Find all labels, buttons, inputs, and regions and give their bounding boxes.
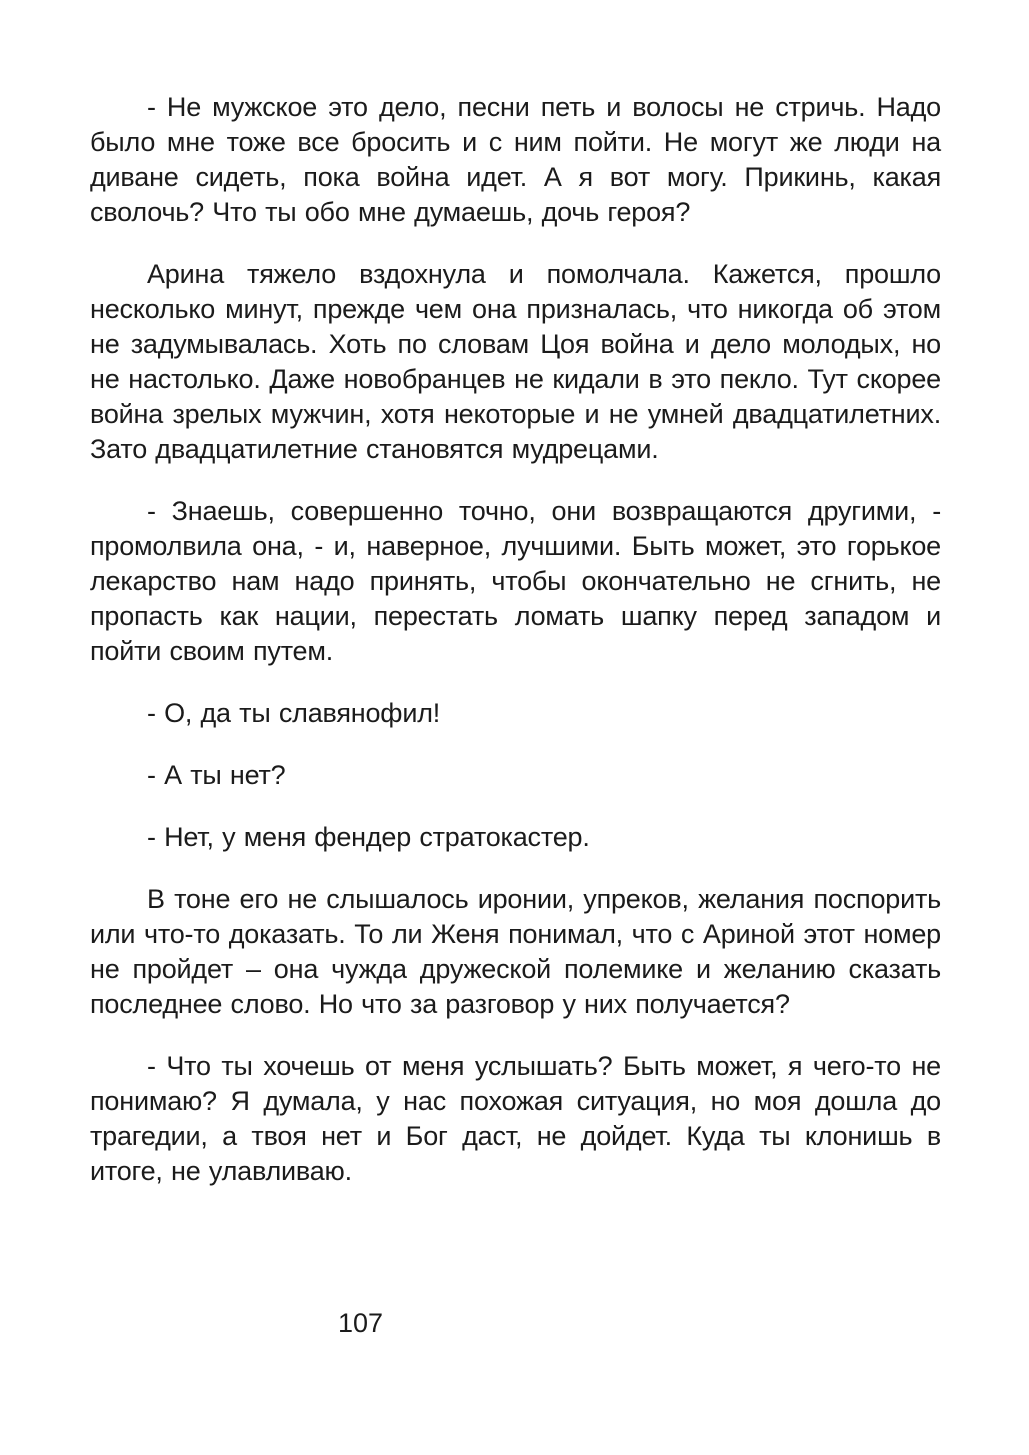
paragraph: - Нет, у меня фендер стратокастер.	[147, 822, 590, 852]
page-number: 107	[338, 1308, 384, 1338]
paragraph: - Знаешь, совершенно точно, они возвращаются другими, - промолвила она, - и, наверное, лучшими. Быть может, это горькое лекарство нам надо принять, чтобы окончательно не сгнить, не пропасть как нации, перестать ломать шапку перед западом и пойти своим путем.	[90, 496, 941, 666]
paragraph: - Что ты хочешь от меня услышать? Быть может, я чего-то не понимаю? Я думала, у нас похожая ситуация, но моя дошла до трагедии, а твоя нет и Бог даст, не дойдет. Куда ты клонишь в итоге, не улавливаю.	[90, 1051, 941, 1186]
paragraph: Арина тяжело вздохнула и помолчала. Кажется, прошло несколько минут, прежде чем она призналась, что никогда об этом не задумывалась. Хоть по словам Цоя война и дело молодых, но не настолько. Даже новобранцев не кидали в это пекло. Тут скорее война зрелых мужчин, хотя некоторые и не умней двадцатилетних. Зато двадцатилетние становятся мудрецами.	[90, 259, 941, 464]
paragraph: - Не мужское это дело, песни петь и волосы не стричь. Надо было мне тоже все бросить и с ним пойти. Не могут же люди на диване сидеть, пока война идет. А я вот могу. Прикинь, какая сволочь? Что ты обо мне думаешь, дочь героя?	[90, 92, 941, 227]
paragraph: В тоне его не слышалось иронии, упреков, желания поспорить или что-то доказать. То ли Женя понимал, что с Ариной этот номер не пройдет – она чужда дружеской полемике и желанию сказать последнее слово. Но что за разговор у них получается?	[90, 884, 941, 1019]
page-body	[90, 90, 941, 1216]
paragraph: - О, да ты славянофил!	[147, 698, 441, 728]
paragraph: - А ты нет?	[147, 760, 286, 790]
